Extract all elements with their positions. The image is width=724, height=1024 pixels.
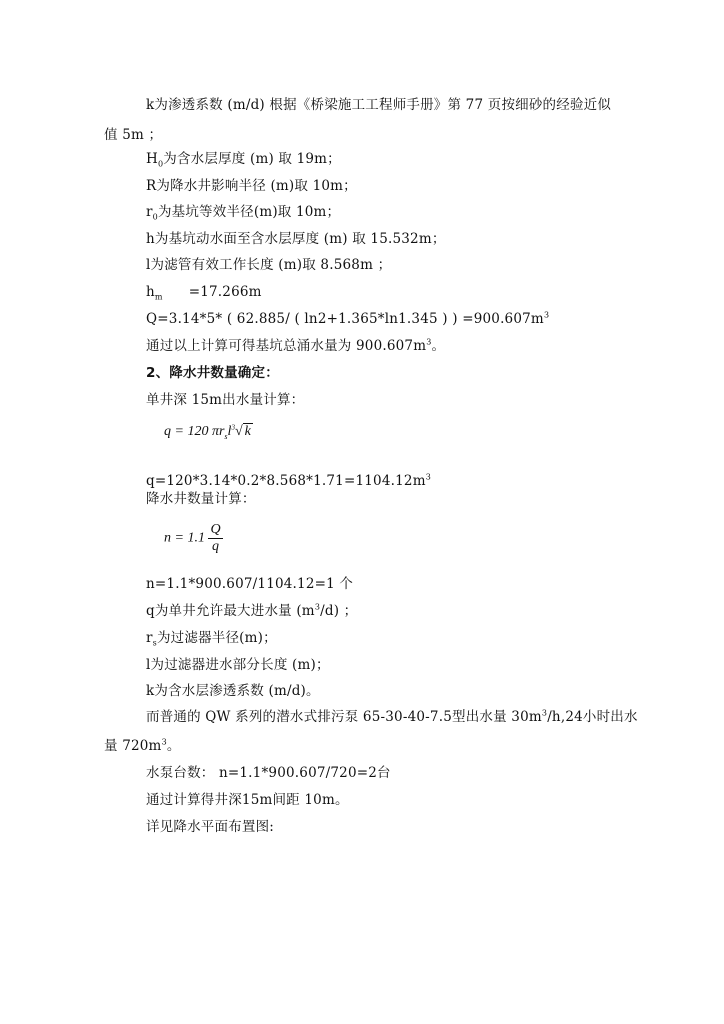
- subscript: s: [152, 638, 157, 648]
- sqrt-sign: √: [234, 424, 243, 439]
- para-hm: [146, 283, 262, 301]
- text: 量 720m: [104, 738, 162, 754]
- subscript: 0: [152, 212, 158, 222]
- subscript: 0: [157, 159, 164, 169]
- superscript: 3: [426, 337, 432, 347]
- period: 。: [166, 738, 181, 754]
- para-l-def: l为过滤器进水部分长度 (m)；: [146, 657, 330, 673]
- numerator: Q: [210, 522, 221, 537]
- subscript: m: [154, 292, 163, 302]
- superscript: 3: [543, 310, 550, 320]
- radicand: k: [244, 424, 251, 439]
- superscript: 3: [314, 602, 321, 612]
- para-r-influence: R为降水井影响半径 (m)取 10m；: [146, 178, 357, 194]
- para-r0: [146, 203, 340, 221]
- para-q-def: [146, 602, 357, 620]
- formula-text: l: [227, 424, 232, 439]
- para-see-plan: 详见降水平面布置图:: [146, 819, 275, 835]
- text: 为基坑等效半径(m)取 10m；: [157, 204, 341, 220]
- para-h: h为基坑动水面至含水层厚度 (m) 取 15.532m；: [146, 231, 446, 247]
- text: /h,24小时出水: [547, 709, 638, 725]
- denominator: q: [212, 539, 220, 554]
- para-k-value: 值 5m ；: [104, 127, 163, 143]
- para-pump-cont: [104, 737, 181, 755]
- symbol-h: H: [146, 151, 158, 167]
- text: /d) ；: [320, 603, 358, 619]
- formula-q: [164, 424, 253, 440]
- para-single-well: 单井深 15m出水量计算：: [146, 392, 305, 408]
- superscript: 3: [161, 737, 167, 747]
- fraction: [208, 522, 222, 555]
- subscript: s: [224, 431, 228, 441]
- text: 为含水层厚度 (m) 取 19m；: [163, 151, 341, 167]
- para-pump: [146, 708, 638, 726]
- text: 而普通的 QW 系列的潜水式排污泵 65-30-40-7.5型出水量 30m: [146, 709, 542, 725]
- para-l: l为滤管有效工作长度 (m)取 8.568m ；: [146, 257, 392, 273]
- para-n-calc: n=1.1*900.607/1104.12=1 个: [146, 576, 354, 592]
- text: Q=3.14*5* ( 62.885/ ( ln2+1.365*ln1.345 ) ) =900.607m: [146, 311, 544, 327]
- text: q=120*3.14*0.2*8.568*1.71=1104.12m: [146, 473, 426, 489]
- symbol-r: r: [146, 630, 153, 646]
- formula-n: [164, 522, 223, 555]
- text: 为过滤器半径(m)；: [156, 630, 277, 646]
- para-well-count: 降水井数量计算：: [146, 491, 256, 507]
- root-index: 3: [231, 423, 235, 432]
- text: 通过以上计算可得基坑总涌水量为 900.607m: [146, 338, 427, 354]
- formula-text: q = 120 πr: [164, 424, 225, 439]
- formula-text: n = 1.1: [164, 530, 205, 546]
- superscript: 3: [425, 472, 431, 482]
- para-total-inflow: [146, 337, 445, 355]
- para-q-calc: [146, 472, 431, 490]
- para-q-total: [146, 310, 549, 328]
- superscript: 3: [541, 708, 548, 718]
- symbol-h: h: [146, 284, 155, 300]
- section-heading: 2、降水井数量确定：: [146, 365, 279, 381]
- para-k-permeability: k为渗透系数 (m/d) 根据《桥梁施工工程师手册》第 77 页按细砂的经验近似: [146, 97, 612, 113]
- para-k-def: k为含水层渗透系数 (m/d)。: [146, 683, 320, 699]
- text: =17.266m: [188, 284, 262, 300]
- period: 。: [431, 338, 446, 354]
- text: q为单井允许最大进水量 (m: [146, 603, 315, 619]
- para-pump-count: 水泵台数： n=1.1*900.607/720=2台: [146, 765, 391, 781]
- para-spacing: 通过计算得井深15m间距 10m。: [146, 792, 349, 808]
- para-rs-def: [146, 629, 277, 647]
- symbol-r: r: [146, 204, 153, 220]
- para-h0: [146, 150, 341, 168]
